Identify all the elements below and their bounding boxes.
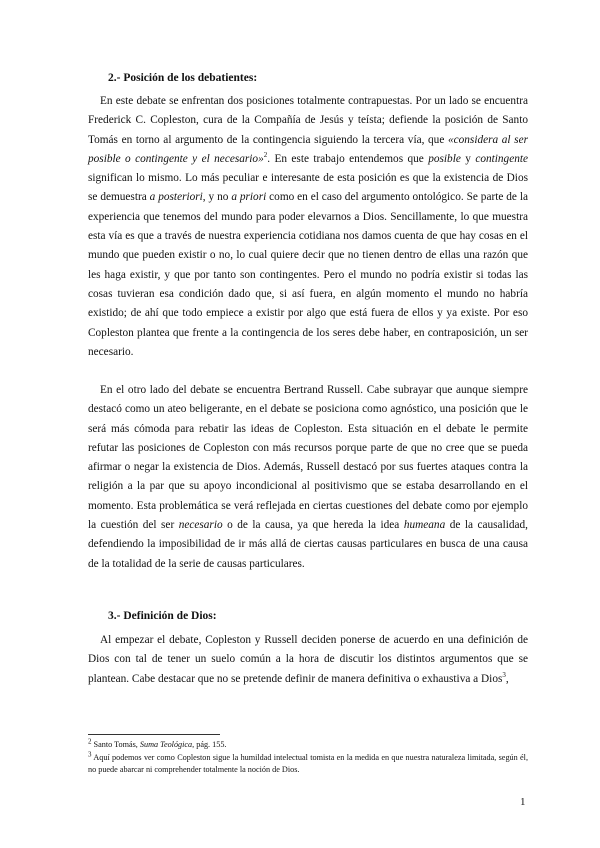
footnote-ref: 2 [263, 151, 268, 160]
text-run: o de la causa, ya que hereda la idea [222, 519, 404, 532]
footnote-ref: 3 [88, 749, 92, 758]
text-run: de la causalidad, defendiendo la imposibilidad de ir más allá de ciertas causas particulares en busca de una causa de la totalidad de la serie de causas particulares. [88, 519, 528, 570]
section-3-paragraph-1 [88, 631, 528, 689]
section-2-heading: 2.- Posición de los debatientes: [108, 72, 258, 84]
footnote-2 [88, 739, 528, 752]
text-run: y [460, 152, 476, 165]
footnote-3 [88, 749, 528, 777]
section-3-heading: 3.- Definición de Dios: [108, 610, 217, 622]
section-2-paragraph-1 [88, 92, 528, 362]
text-run: Aquí podemos ver como Copleston sigue la humildad intelectual tomista en la medida en que nuestra naturaleza limitada, según él, no puede abarcar ni comprehender totalmente la noción de Dios. [88, 752, 528, 774]
text-run: , y no [202, 191, 232, 204]
text-run: como en el caso del argumento ontológico. Se parte de la experiencia que tenemos del mundo para poder elevarnos a Dios. Sencillamente, lo que muestra esta vía es que a través de nuestra experiencia cotidiana nos damos cuenta de que hay cosas en el mundo que pueden existir o no, lo cual quiere decir que no tienen dentro de ellas una razón que les haga existir, y que por tanto son contingentes. Pero el mundo no podría existir si todas las cosas tuvieran esa condición dado que, si así fuera, en algún momento el mundo no habría existido; de ahí que todo empiece a existir por algo que está fuera de ellos y ya existe. Por eso Copleston plantea que frente a la contingencia de los seres debe haber, en contraposición, un ser necesario. [88, 191, 529, 358]
italic-text: «considera al ser posible o contingente y el necesario» [88, 133, 528, 165]
text-run: , [505, 672, 509, 685]
text-run: Santo Tomás, [91, 740, 140, 749]
text-run: . En este trabajo entendemos que [267, 152, 429, 165]
italic-text: necesario [178, 519, 223, 532]
footnotes [88, 739, 528, 777]
text-run: En el otro lado del debate se encuentra Bertrand Russell. Cabe subrayar que aunque siempre destacó como un ateo beligerante, en el debate se posiciona como agnóstico, una posición que le será más cómoda para rebatir las ideas de Copleston. Esta situación en el debate le permite refutar las posiciones de Copleston con más recursos porque parte de que no cree que se pueda afirmar o negar la existencia de Dios. Además, Russell destacó por sus fuertes ataques contra la religión a la par que su apoyo incondicional al positivismo que se estaba desarrollando en el momento. Esta problemática se verá reflejada en ciertas cuestiones del debate como por ejemplo la cuestión del ser [88, 384, 528, 532]
footnote-ref: 2 [88, 737, 92, 746]
italic-text: contingente [475, 152, 529, 165]
text-run: Al empezar el debate, Copleston y Russell deciden ponerse de acuerdo en una definición de Dios con tal de tener un suelo común a la hora de discutir los distintos argumentos que se plantean. Cabe destacar que no se pretende definir de manera definitiva o exhaustiva a Dios [88, 634, 528, 685]
italic-text: a posteriori [149, 191, 203, 204]
italic-text: a priori [231, 191, 267, 204]
section-2-paragraph-2 [88, 381, 528, 574]
italic-text: humeana [403, 519, 446, 532]
italic-text: posible [428, 152, 461, 165]
footnote-separator [88, 734, 220, 735]
italic-text: Suma Teológica [139, 740, 193, 749]
text-run: En este debate se enfrentan dos posiciones totalmente contrapuestas. Por un lado se encuentra Frederick C. Copleston, cura de la Compañía de Jesús y teísta; defiende la posición de Santo Tomás en torno al argumento de la contingencia siguiendo la tercera vía, que [88, 95, 528, 146]
page-number: 1 [520, 796, 526, 808]
text-run: , pág. 155. [192, 740, 227, 749]
footnote-ref: 3 [502, 670, 506, 679]
text-run: significan lo mismo. Lo más peculiar e interesante de esta posición es que la existencia de Dios se demuestra [88, 172, 528, 204]
